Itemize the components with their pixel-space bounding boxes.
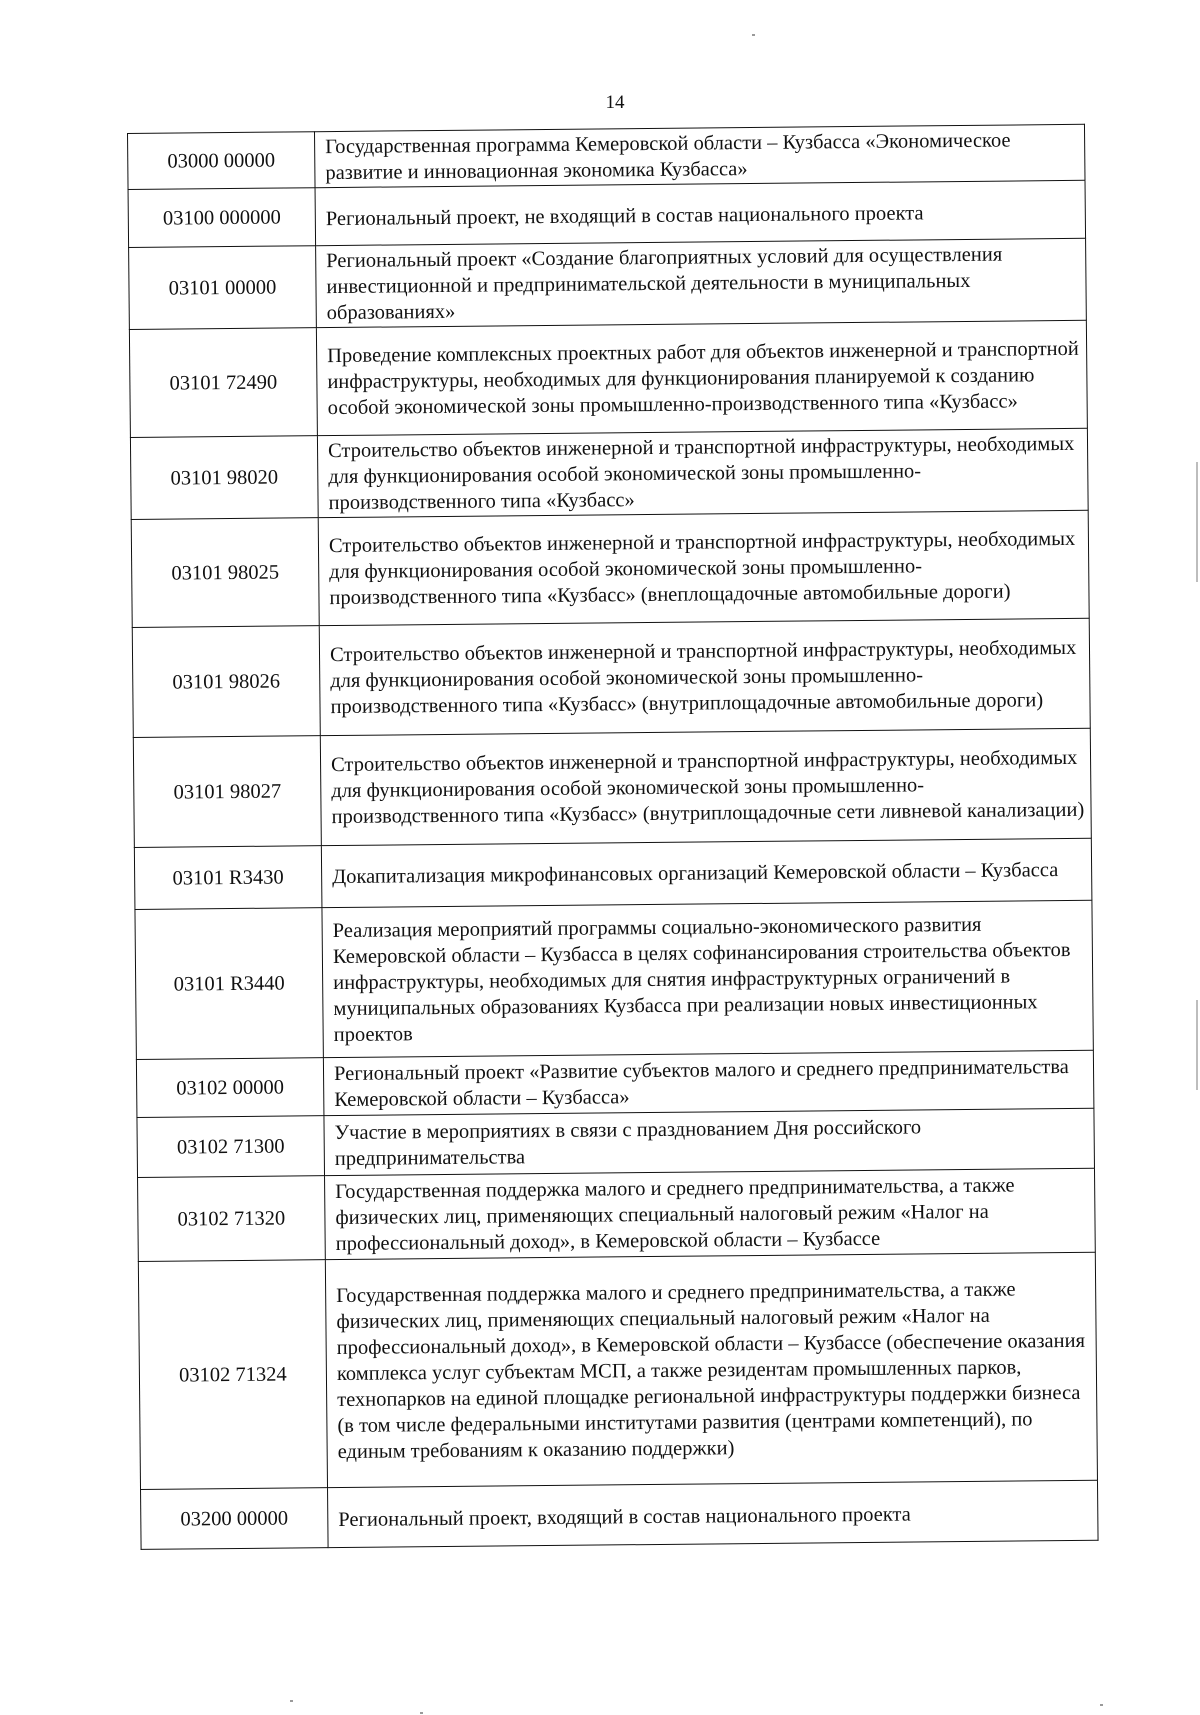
row-code: 03101 R3430	[134, 846, 322, 910]
table-row	[134, 838, 1092, 909]
row-code: 03101 98026	[132, 626, 320, 738]
row-description: Проведение комплексных проектных работ для объектов инженерной и транспортной инфраструктуры, необходимых для функционирования планируемой к созданию особой экономической зоны промышленно-производственного типа «Кузбасс»	[316, 320, 1087, 435]
row-description: Докапитализация микрофинансовых организаций Кемеровской области – Кузбасса	[321, 838, 1092, 907]
row-description: Государственная поддержка малого и среднего предпринимательства, а также физических лиц, применяющих специальный налоговый режим «Налог на профессиональный доход», в Кемеровской области – Кузбассе (обеспечение оказания комплекса услуг субъектам МСП, а также резидентам промышленных парков, технопарков на единой площадке региональной инфраструктуры поддержки бизнеса (в том числе федеральными институтами развития (центрами компетенций), по единым требованиям к оказанию поддержки)	[325, 1252, 1097, 1487]
table-body	[128, 124, 1099, 1549]
table-row	[138, 1252, 1097, 1489]
row-code: 03101 72490	[129, 328, 317, 438]
row-description: Строительство объектов инженерной и транспортной инфраструктуры, необходимых для функционирования особой экономической зоны промышленно-производственного типа «Кузбасс» (внутриплощадочные сети ливневой канализации)	[320, 728, 1091, 845]
table-row	[138, 1168, 1096, 1261]
table-row	[136, 1050, 1094, 1117]
table-row	[137, 1108, 1095, 1177]
row-code: 03102 00000	[136, 1058, 324, 1118]
row-code: 03102 71324	[138, 1260, 327, 1490]
row-description: Участие в мероприятиях в связи с празднованием Дня российского предпринимательства	[324, 1108, 1095, 1175]
row-code: 03100 000000	[128, 188, 316, 248]
row-code: 03000 00000	[128, 132, 316, 190]
table-row	[129, 238, 1087, 329]
budget-code-table-wrapper	[127, 124, 1099, 1550]
row-code: 03101 98020	[130, 436, 318, 520]
row-code: 03101 98025	[131, 518, 319, 628]
row-code: 03101 98027	[133, 736, 321, 848]
table-row	[132, 618, 1090, 737]
table-row	[135, 900, 1093, 1059]
row-description: Государственная программа Кемеровской области – Кузбасса «Экономическое развитие и инновационная экономика Кузбасса»	[314, 124, 1085, 187]
page-number: 14	[605, 92, 625, 113]
table-row	[129, 320, 1087, 437]
scan-speck	[1100, 1704, 1103, 1706]
row-description: Региональный проект «Создание благоприятных условий для осуществления инвестиционной и предпринимательской деятельности в муниципальных образованиях»	[316, 238, 1087, 327]
row-code: 03101 R3440	[135, 908, 323, 1060]
row-description: Строительство объектов инженерной и транспортной инфраструктуры, необходимых для функционирования особой экономической зоны промышленно-производственного типа «Кузбасс» (внутриплощадочные автомобильные дороги)	[319, 618, 1090, 735]
budget-code-table	[127, 124, 1099, 1550]
row-description: Реализация мероприятий программы социально-экономического развития Кемеровской области – Кузбасса в целях софинансирования строительства объектов инфраструктуры, необходимых для снятия инфраструктурных ограничений в муниципальных образованиях Кузбасса при реализации новых инвестиционных проектов	[322, 900, 1093, 1057]
row-description: Региональный проект, входящий в состав национального проекта	[328, 1480, 1099, 1547]
row-description: Строительство объектов инженерной и транспортной инфраструктуры, необходимых для функционирования особой экономической зоны промышленно-производственного типа «Кузбасс»	[317, 428, 1088, 517]
table-row	[128, 124, 1085, 189]
row-description: Региональный проект «Развитие субъектов малого и среднего предпринимательства Кемеровской области – Кузбасса»	[323, 1050, 1094, 1115]
table-row	[130, 428, 1088, 519]
row-description: Строительство объектов инженерной и транспортной инфраструктуры, необходимых для функционирования особой экономической зоны промышленно-производственного типа «Кузбасс» (внеплощадочные автомобильные дороги)	[318, 510, 1089, 625]
scan-edge-mark	[1196, 462, 1198, 582]
scan-edge-mark	[1196, 1000, 1198, 1090]
row-code: 03200 00000	[141, 1488, 329, 1550]
scan-speck	[420, 1712, 423, 1714]
table-row	[133, 728, 1091, 847]
scan-speck	[752, 34, 755, 36]
table-row	[128, 180, 1086, 247]
row-description: Региональный проект, не входящий в состав национального проекта	[315, 180, 1086, 245]
table-row	[131, 510, 1089, 627]
row-code: 03102 71320	[138, 1176, 326, 1262]
row-code: 03101 00000	[129, 246, 317, 330]
row-code: 03102 71300	[137, 1116, 325, 1178]
table-row	[141, 1480, 1099, 1549]
scan-speck	[290, 1700, 293, 1702]
row-description: Государственная поддержка малого и среднего предпринимательства, а также физических лиц, применяющих специальный налоговый режим «Налог на профессиональный доход», в Кемеровской области – Кузбассе	[325, 1168, 1096, 1259]
